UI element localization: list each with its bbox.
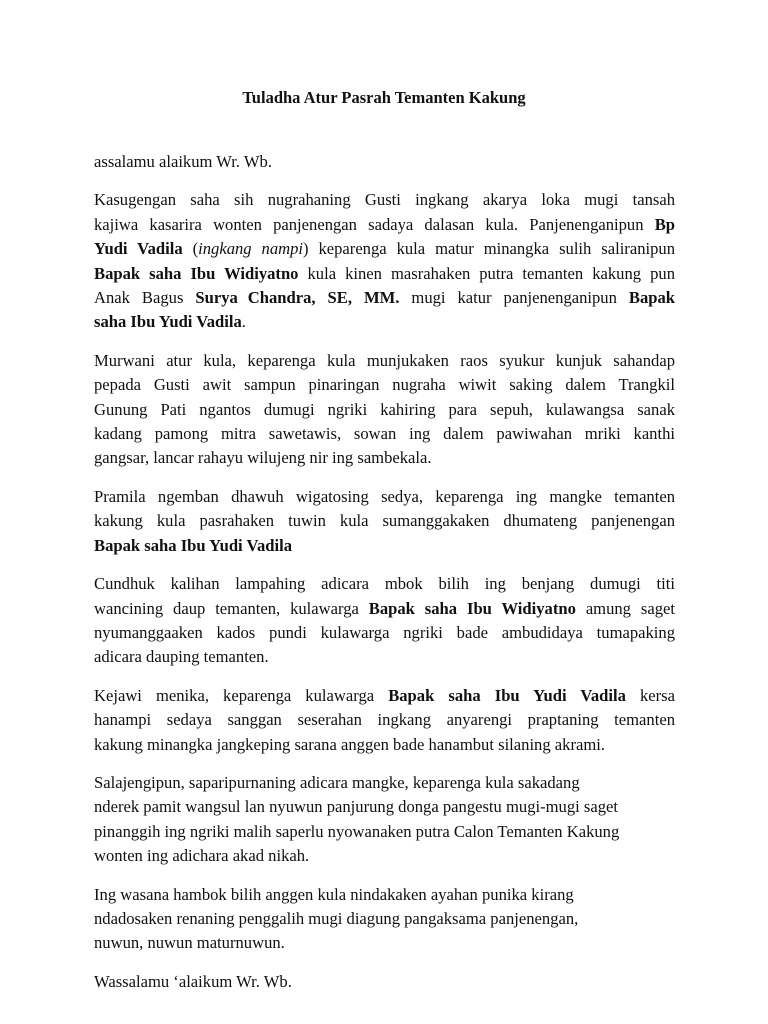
closing-text: Wassalamu ‘alaikum Wr. Wb. [94, 971, 292, 991]
name-widiyatno: Bapak saha Ibu Widiyatno [94, 263, 299, 283]
name-bapak: Bapak [628, 288, 675, 308]
paragraph-3-line-3 [94, 534, 675, 558]
paragraph-6-line-3: pinanggih ing ngriki malih saperlu nyowanaken putra Calon Temanten Kakung [94, 821, 620, 841]
paragraph-2-line-3: Gunung Pati ngantos dumugi ngriki kahiring para sepuh, kulawangsa sanak [94, 399, 675, 419]
name-bp: Bp [654, 214, 675, 234]
paragraph-3-line-1: Pramila ngemban dhawuh wigatosing sedya, keparenga ing mangke temanten [94, 486, 675, 506]
name-bapak-ibu-yudi-vadila-2: Bapak saha Ibu Yudi Vadila [388, 685, 626, 705]
paragraph-1-line-5: Anak Bagus Surya Chandra, SE, MM. mugi katur panjenenganipun Bapak [94, 288, 675, 308]
document-title: Tuladha Atur Pasrah Temanten Kakung [242, 88, 526, 107]
paragraph-5-line-1: Kejawi menika, keparenga kulawarga Bapak saha Ibu Yudi Vadila kersa [94, 685, 675, 705]
paragraph-5-line-3: kakung minangka jangkeping sarana anggen bade hanambut silaning akrami. [94, 734, 606, 754]
paragraph-2 [94, 349, 675, 471]
paragraph-5 [94, 684, 675, 757]
paragraph-7 [94, 883, 675, 956]
paragraph-3-line-2: kakung kula pasrahaken tuwin kula sumanggakaken dhumateng panjenengan [94, 511, 675, 531]
paragraph-4 [94, 572, 675, 670]
document-body [94, 150, 675, 1008]
paragraph-1 [94, 188, 675, 334]
name-bapak-ibu-widiyatno: Bapak saha Ibu Widiyatno [368, 598, 576, 618]
greeting [94, 150, 675, 174]
paragraph-6 [94, 771, 675, 869]
paragraph-4-line-3: nyumanggaaken kados pundi kulawarga ngriki bade ambudidaya tumapaking [94, 622, 675, 642]
paragraph-4-line-2: wancining daup temanten, kulawarga Bapak saha Ibu Widiyatno amung saget [94, 598, 675, 618]
paragraph-6-line-2: nderek pamit wangsul lan nyuwun panjurung donga pangestu mugi-mugi saget [94, 797, 618, 817]
paragraph-7-line-3: nuwun, nuwun maturnuwun. [94, 933, 285, 953]
name-yudi-vadila: Yudi Vadila [94, 239, 183, 259]
paragraph-7-line-1: Ing wasana hambok bilih anggen kula nindakaken ayahan punika kirang [94, 884, 574, 904]
paragraph-1-line-3: Yudi Vadila (ingkang nampi) keparenga kula matur minangka sulih saliranipun [94, 239, 675, 259]
paragraph-1-line-6: saha Ibu Yudi Vadila. [94, 312, 246, 332]
paragraph-5-line-2: hanampi sedaya sanggan seserahan ingkang anyarengi praptaning temanten [94, 710, 675, 730]
paragraph-7-line-2: ndadosaken renaning penggalih mugi diagung pangaksama panjenengan, [94, 908, 579, 928]
paragraph-2-line-4: kadang pamong mitra sawetawis, sowan ing dalem pawiwahan mriki kanthi [94, 424, 675, 444]
name-chandra: Chandra, SE, MM. [247, 288, 400, 308]
name-bapak-ibu-yudi-vadila: Bapak saha Ibu Yudi Vadila [94, 535, 293, 555]
paragraph-2-line-2: pepada Gusti awit sampun pinaringan nugraha wiwit saking dalem Trangkil [94, 375, 675, 395]
paragraph-6-line-1: Salajengipun, saparipurnaning adicara mangke, keparenga kula sakadang [94, 772, 580, 792]
paragraph-6-line-4: wonten ing adichara akad nikah. [94, 846, 310, 866]
paragraph-2-line-1: Murwani atur kula, keparenga kula munjukaken raos syukur kunjuk sahandap [94, 350, 675, 370]
closing [94, 970, 675, 994]
italic-note: ingkang nampi [198, 239, 304, 259]
paragraph-2-line-5: gangsar, lancar rahayu wilujeng nir ing sambekala. [94, 448, 432, 468]
paragraph-1-line-1: Kasugengan saha sih nugrahaning Gusti ingkang akarya loka mugi tansah [94, 190, 675, 210]
paragraph-4-line-4: adicara dauping temanten. [94, 647, 269, 667]
paragraph-1-line-2: kajiwa kasarira wonten panjenengan sadaya dalasan kula. Panjenenganipun Bp [94, 214, 675, 234]
greeting-text: assalamu alaikum Wr. Wb. [94, 152, 272, 171]
paragraph-1-line-4: Bapak saha Ibu Widiyatno kula kinen masrahaken putra temanten kakung pun [94, 263, 675, 283]
paragraph-3 [94, 485, 675, 558]
name-ibu-yudi-vadila: saha Ibu Yudi Vadila [94, 312, 242, 332]
name-surya: Surya [195, 288, 238, 308]
paragraph-4-line-1: Cundhuk kalihan lampahing adicara mbok bilih ing benjang dumugi titi [94, 574, 675, 594]
